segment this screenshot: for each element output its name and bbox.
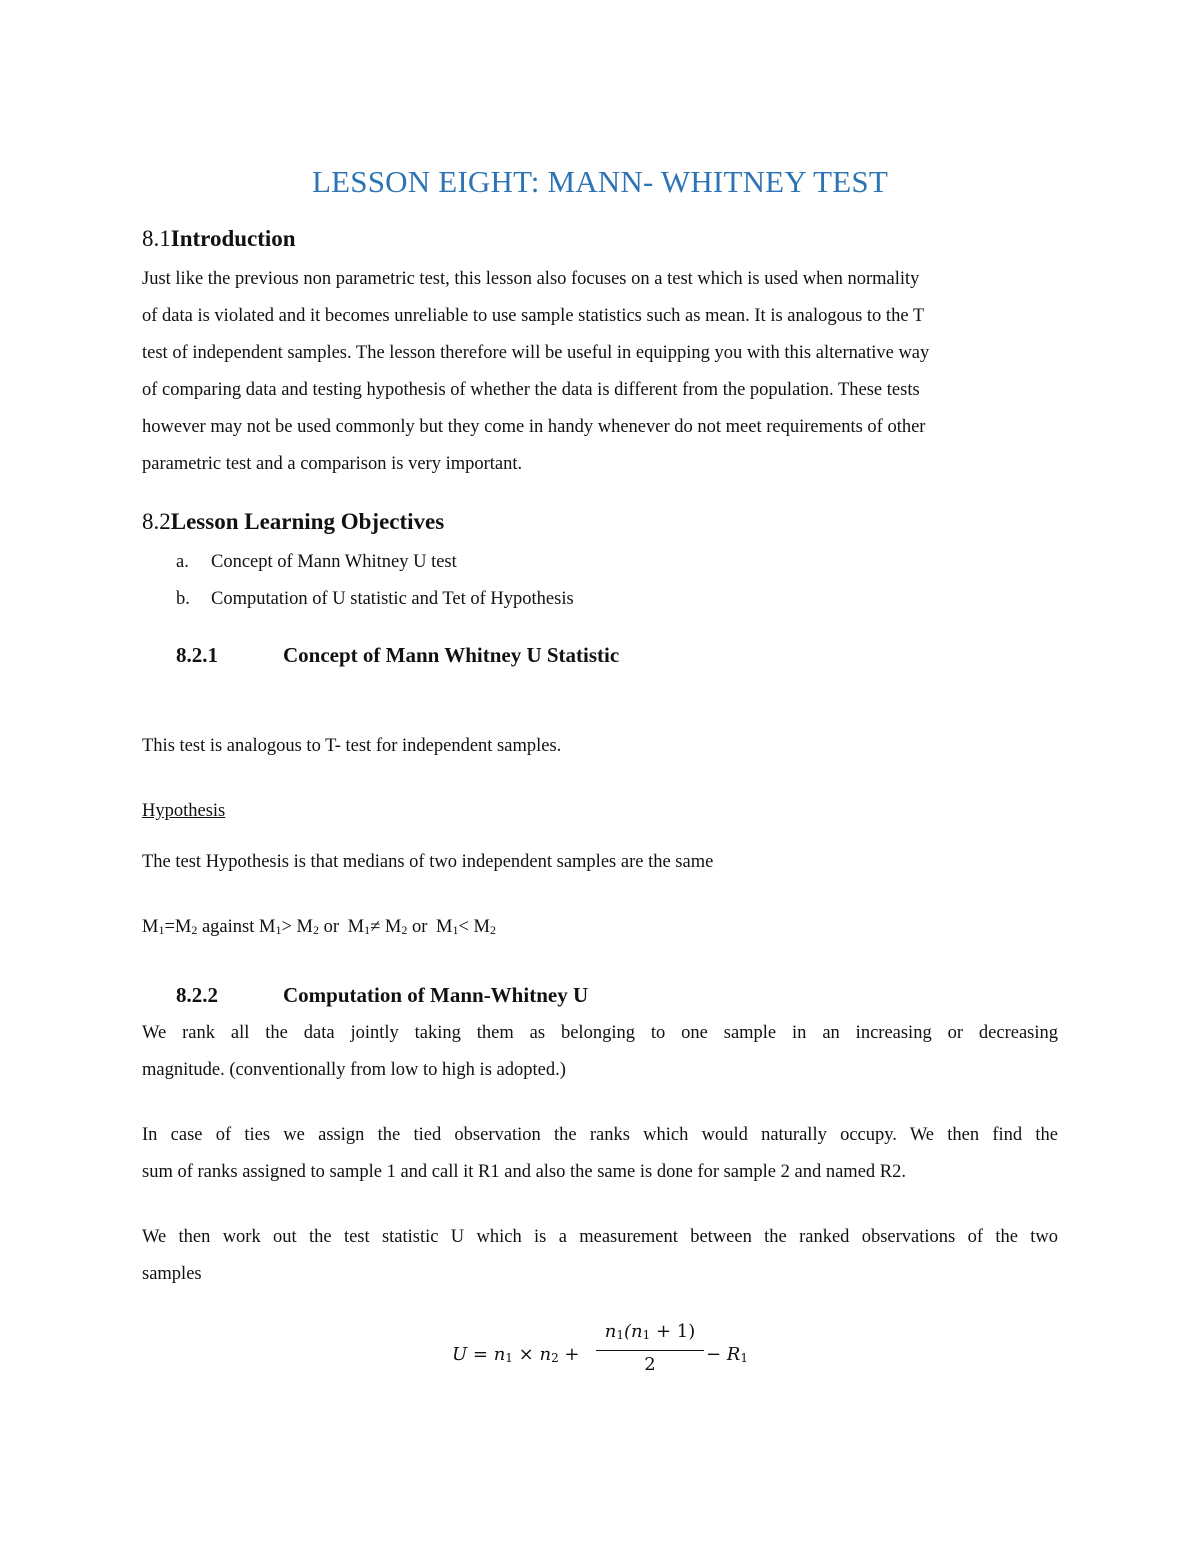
intro-line-4: of comparing data and testing hypothesis of whether the data is different from the population. These tests <box>142 380 920 400</box>
statistic-line-2: samples <box>142 1264 202 1284</box>
formula-fraction <box>596 1320 704 1377</box>
subscript: 2 <box>401 923 408 937</box>
subsection-8-2-2-number: 8.2.2 <box>176 983 218 1007</box>
intro-line-6: parametric test and a comparison is very important. <box>142 454 523 474</box>
subsection-8-2-1-number: 8.2.1 <box>176 643 218 667</box>
section-number: 8.2 <box>142 509 171 534</box>
word: against <box>197 917 259 937</box>
ranking-line-2: magnitude. (conventionally from low to high is adopted.) <box>142 1060 566 1080</box>
intro-line-5: however may not be used commonly but they come in handy whenever do not meet requirements of other <box>142 417 926 437</box>
intro-line-2: of data is violated and it becomes unreliable to use sample statistics such as mean. It is analogous to the T <box>142 306 925 326</box>
objective-item <box>176 552 457 573</box>
word: or <box>318 917 344 937</box>
subscript: 1 <box>452 923 459 937</box>
hypothesis-label: Hypothesis <box>142 801 226 821</box>
subscript: 2 <box>312 923 319 937</box>
subscript: 2 <box>489 923 496 937</box>
section-8-1-heading <box>142 226 296 252</box>
list-item-text: Computation of U statistic and Tet of Hypothesis <box>211 589 574 609</box>
m-symbol: M <box>473 917 490 937</box>
operator: ≠ <box>370 917 385 937</box>
hypothesis-formula <box>142 917 496 938</box>
fraction-numerator: $n_1(n_1 + 1)$ <box>604 1321 696 1342</box>
intro-line-1: Just like the previous non parametric test, this lesson also focuses on a test which is used when normality <box>142 269 920 289</box>
analogous-text: This test is analogous to T- test for independent samples. <box>142 736 562 756</box>
section-8-2-heading <box>142 509 444 535</box>
subscript: 2 <box>191 923 198 937</box>
operator: = <box>164 917 175 937</box>
formula-rhs: − $R_1$ <box>706 1344 748 1365</box>
m-symbol: M <box>296 917 313 937</box>
list-marker: b. <box>176 589 190 609</box>
m-symbol: M <box>174 917 192 937</box>
statistic-line-1: We then work out the test statistic U which is a measurement between the ranked observations of the two <box>142 1227 1058 1247</box>
operator: < <box>458 917 474 937</box>
m-symbol: M <box>142 917 159 937</box>
subsection-8-2-1-title: Concept of Mann Whitney U Statistic <box>283 643 620 667</box>
word: or <box>407 917 432 937</box>
hypothesis-text: The test Hypothesis is that medians of two independent samples are the same <box>142 852 714 872</box>
section-title: Lesson Learning Objectives <box>170 509 445 534</box>
m-symbol: M <box>384 917 402 937</box>
fraction-bar <box>596 1350 704 1351</box>
formula-lhs: $U = n_1 \times n_2$ + <box>452 1344 580 1365</box>
m-symbol: M <box>259 917 276 937</box>
intro-line-3: test of independent samples. The lesson therefore will be useful in equipping you with this alternative way <box>142 343 930 363</box>
ties-line-1: In case of ties we assign the tied observation the ranks which would naturally occupy. We then find the <box>142 1125 1058 1145</box>
ranking-line-1: We rank all the data jointly taking them as belonging to one sample in an increasing or decreasing <box>142 1023 1058 1043</box>
lesson-title: LESSON EIGHT: MANN- WHITNEY TEST <box>311 164 888 199</box>
ties-line-2: sum of ranks assigned to sample 1 and call it R1 and also the same is done for sample 2 and named R2. <box>142 1162 906 1182</box>
objective-item <box>176 589 574 610</box>
m-symbol: M <box>436 917 453 937</box>
subsection-8-2-2-title: Computation of Mann-Whitney U <box>283 983 589 1007</box>
operator: > <box>281 917 297 937</box>
list-item-text: Concept of Mann Whitney U test <box>211 552 457 572</box>
section-title: Introduction <box>170 226 296 251</box>
list-marker: a. <box>176 552 189 572</box>
m-symbol: M <box>347 917 365 937</box>
subscript: 1 <box>158 923 165 937</box>
section-number: 8.1 <box>142 226 171 251</box>
subscript: 1 <box>364 923 371 937</box>
fraction-denominator: 2 <box>644 1354 656 1375</box>
subscript: 1 <box>275 923 282 937</box>
